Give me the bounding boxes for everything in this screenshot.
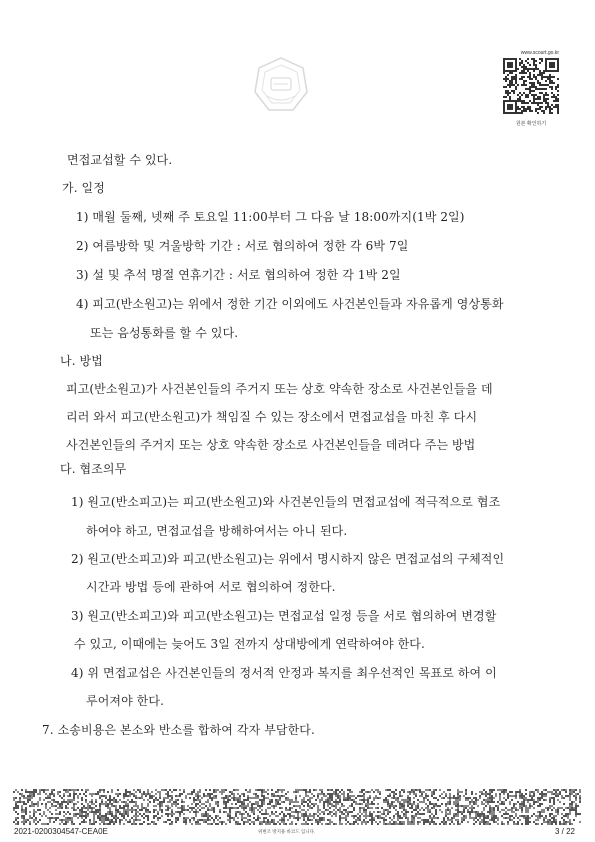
barcode-note: 위변조 방지용 바코드 입니다. <box>258 829 316 834</box>
text-line: 1) 원고(반소피고)는 피고(반소원고)와 사건본인들의 면접교섭에 적극적으로 협조 <box>71 495 501 509</box>
text-line: 2) 여름방학 및 겨울방학 기간 : 서로 협의하여 정한 각 6박 7일 <box>76 239 409 253</box>
court-seal-watermark <box>253 56 309 112</box>
text-line: 리러 와서 피고(반소원고)가 책임질 수 있는 장소에서 면접교섭을 마친 후 다시 <box>66 410 478 424</box>
qr-verification <box>503 50 559 127</box>
text-line: 3) 원고(반소피고)와 피고(반소원고)는 면접교섭 일정 등을 서로 협의하여 변경할 <box>71 609 497 623</box>
text-line: 2) 원고(반소피고)와 피고(반소원고)는 위에서 명시하지 않은 면접교섭의 구체적인 <box>71 552 505 566</box>
text-line: 루어져야 한다. <box>86 694 164 708</box>
text-line: 수 있고, 이때에는 늦어도 3일 전까지 상대방에게 연락하여야 한다. <box>74 637 425 651</box>
qr-url: www.scourt.go.kr <box>520 50 559 56</box>
security-barcode <box>13 789 581 825</box>
text-line: 3) 설 및 추석 명절 연휴기간 : 서로 협의하여 정한 각 1박 2일 <box>76 268 401 282</box>
qr-code-icon[interactable] <box>503 58 559 114</box>
text-line: 1) 매월 둘째, 넷째 주 토요일 11:00부터 그 다음 날 18:00까지(1박 2일) <box>76 210 465 224</box>
text-line: 하여야 하고, 면접교섭을 방해하여서는 아니 된다. <box>86 524 348 538</box>
section-heading-cooperation: 다. 협조의무 <box>60 462 127 476</box>
text-line: 면접교섭할 수 있다. <box>67 153 173 167</box>
text-line: 4) 위 면접교섭은 사건본인들의 정서적 안정과 복지를 최우선적인 목표로 하여 이 <box>71 666 497 680</box>
page-number: 3 / 22 <box>554 827 575 836</box>
text-line: 피고(반소원고)가 사건본인들의 주거지 또는 상호 약속한 장소로 사건본인들을 데 <box>66 382 493 396</box>
text-line: 7. 소송비용은 본소와 반소를 합하여 각자 부담한다. <box>42 723 315 737</box>
section-heading-schedule: 가. 일정 <box>62 181 105 195</box>
text-line: 시간과 방법 등에 관하여 서로 협의하여 정한다. <box>86 580 336 594</box>
qr-caption: 원본 확인하기 <box>515 121 547 127</box>
text-line: 사건본인들의 주거지 또는 상호 약속한 장소로 사건본인들을 데려다 주는 방법 <box>66 438 476 452</box>
document-id: 2021-0200304547-CEA0E <box>14 827 108 836</box>
text-line: 또는 음성통화를 할 수 있다. <box>90 326 239 340</box>
section-heading-method: 나. 방법 <box>60 354 103 368</box>
text-line: 4) 피고(반소원고)는 위에서 정한 기간 이외에도 사건본인들과 자유롭게 영상통화 <box>76 297 504 311</box>
